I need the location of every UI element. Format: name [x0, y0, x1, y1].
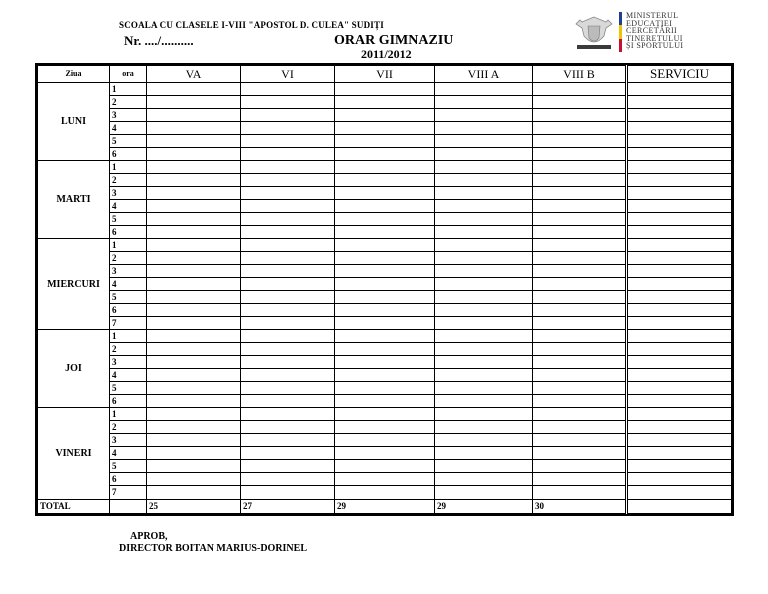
schedule-cell[interactable] — [241, 278, 335, 291]
schedule-cell[interactable] — [147, 239, 241, 252]
schedule-cell[interactable] — [627, 278, 732, 291]
hour-number: 5 — [110, 213, 147, 226]
total-value: 25 — [147, 499, 241, 514]
schedule-cell[interactable] — [435, 187, 533, 200]
hour-number: 6 — [110, 148, 147, 161]
table-row — [38, 96, 732, 109]
hour-number: 4 — [110, 200, 147, 213]
header-ora: ora — [110, 66, 147, 83]
schedule-cell[interactable] — [241, 122, 335, 135]
schedule-cell[interactable] — [627, 252, 732, 265]
schedule-cell[interactable] — [533, 96, 627, 109]
day-name: LUNI — [38, 83, 110, 161]
total-value: 30 — [533, 499, 627, 514]
schedule-cell[interactable] — [147, 317, 241, 330]
schedule-cell[interactable] — [533, 408, 627, 421]
schedule-cell[interactable] — [533, 304, 627, 317]
schedule-cell[interactable] — [627, 96, 732, 109]
schedule-cell[interactable] — [147, 343, 241, 356]
table-row — [38, 252, 732, 265]
schedule-cell[interactable] — [147, 356, 241, 369]
schedule-cell[interactable] — [533, 174, 627, 187]
schedule-cell[interactable] — [335, 330, 435, 343]
schedule-cell[interactable] — [147, 161, 241, 174]
schedule-cell[interactable] — [147, 200, 241, 213]
schedule-cell[interactable] — [241, 213, 335, 226]
table-row — [38, 460, 732, 473]
schedule-cell[interactable] — [241, 421, 335, 434]
table-row — [38, 135, 732, 148]
schedule-cell[interactable] — [435, 252, 533, 265]
total-value: 27 — [241, 499, 335, 514]
schedule-cell[interactable] — [435, 174, 533, 187]
schedule-cell[interactable] — [335, 109, 435, 122]
schedule-cell[interactable] — [435, 330, 533, 343]
schedule-cell[interactable] — [435, 122, 533, 135]
schedule-cell[interactable] — [241, 252, 335, 265]
table-row — [38, 317, 732, 330]
approval-label: APROB, — [130, 531, 168, 542]
schedule-cell[interactable] — [533, 265, 627, 278]
schedule-cell[interactable] — [241, 382, 335, 395]
schedule-cell[interactable] — [241, 486, 335, 499]
schedule-cell[interactable] — [335, 278, 435, 291]
schedule-cell[interactable] — [335, 252, 435, 265]
schedule-cell[interactable] — [435, 408, 533, 421]
schedule-cell[interactable] — [627, 122, 732, 135]
hour-number: 2 — [110, 174, 147, 187]
schedule-cell[interactable] — [241, 356, 335, 369]
schedule-cell[interactable] — [335, 382, 435, 395]
header-ziua: Ziua — [38, 66, 110, 83]
director-name: DIRECTOR BOITAN MARIUS-DORINEL — [119, 543, 307, 554]
schedule-cell[interactable] — [435, 382, 533, 395]
schedule-cell[interactable] — [335, 96, 435, 109]
schedule-cell[interactable] — [335, 213, 435, 226]
schedule-cell[interactable] — [147, 473, 241, 486]
table-row — [38, 330, 732, 343]
schedule-cell[interactable] — [533, 213, 627, 226]
schedule-cell[interactable] — [627, 330, 732, 343]
schedule-cell[interactable] — [335, 122, 435, 135]
schedule-cell[interactable] — [241, 96, 335, 109]
schedule-cell[interactable] — [241, 395, 335, 408]
table-row — [38, 200, 732, 213]
schedule-cell[interactable] — [241, 291, 335, 304]
schedule-cell[interactable] — [627, 83, 732, 96]
schedule-cell[interactable] — [435, 356, 533, 369]
schedule-cell[interactable] — [147, 265, 241, 278]
hour-number: 5 — [110, 382, 147, 395]
hour-number: 7 — [110, 317, 147, 330]
schedule-cell[interactable] — [147, 369, 241, 382]
schedule-cell[interactable] — [147, 395, 241, 408]
table-row — [38, 473, 732, 486]
schedule-cell[interactable] — [435, 83, 533, 96]
table-row — [38, 226, 732, 239]
schedule-cell[interactable] — [533, 83, 627, 96]
page-title: ORAR GIMNAZIU — [334, 33, 454, 48]
schedule-cell[interactable] — [335, 447, 435, 460]
schedule-cell[interactable] — [147, 252, 241, 265]
schedule-cell[interactable] — [147, 421, 241, 434]
schedule-cell[interactable] — [335, 161, 435, 174]
schedule-cell[interactable] — [147, 330, 241, 343]
schedule-cell[interactable] — [627, 395, 732, 408]
day-name: VINERI — [38, 408, 110, 499]
header-class-va: VA — [147, 66, 241, 83]
schedule-cell[interactable] — [627, 434, 732, 447]
day-name: JOI — [38, 330, 110, 408]
schedule-cell[interactable] — [335, 356, 435, 369]
header-row — [38, 66, 732, 83]
schedule-cell[interactable] — [533, 239, 627, 252]
schedule-cell[interactable] — [627, 135, 732, 148]
coat-of-arms-icon — [574, 14, 614, 52]
table-row — [38, 213, 732, 226]
ministry-line: EDUCAȚIEI — [626, 18, 673, 28]
schedule-cell[interactable] — [147, 213, 241, 226]
schedule-cell[interactable] — [335, 369, 435, 382]
schedule-cell[interactable] — [147, 434, 241, 447]
schedule-cell[interactable] — [533, 148, 627, 161]
ministry-color-bar — [619, 12, 622, 52]
timetable — [35, 63, 734, 516]
schedule-cell[interactable] — [335, 421, 435, 434]
schedule-cell[interactable] — [533, 434, 627, 447]
schedule-cell[interactable] — [435, 473, 533, 486]
table-row — [38, 239, 732, 252]
timetable-grid — [37, 65, 732, 514]
schedule-cell[interactable] — [627, 304, 732, 317]
school-year: 2011/2012 — [361, 47, 412, 61]
table-row — [38, 447, 732, 460]
ministry-line: MINISTERUL — [626, 11, 679, 20]
schedule-cell[interactable] — [435, 96, 533, 109]
schedule-cell[interactable] — [627, 161, 732, 174]
schedule-cell[interactable] — [241, 148, 335, 161]
hour-number: 4 — [110, 447, 147, 460]
schedule-cell[interactable] — [435, 161, 533, 174]
table-row — [38, 421, 732, 434]
schedule-cell[interactable] — [627, 174, 732, 187]
schedule-cell[interactable] — [627, 408, 732, 421]
schedule-cell[interactable] — [335, 434, 435, 447]
schedule-cell[interactable] — [241, 369, 335, 382]
schedule-cell[interactable] — [335, 135, 435, 148]
table-row — [38, 109, 732, 122]
schedule-cell[interactable] — [147, 278, 241, 291]
schedule-cell[interactable] — [435, 278, 533, 291]
schedule-cell[interactable] — [627, 200, 732, 213]
schedule-cell[interactable] — [627, 239, 732, 252]
schedule-cell[interactable] — [335, 187, 435, 200]
hour-number: 4 — [110, 278, 147, 291]
schedule-cell[interactable] — [241, 408, 335, 421]
schedule-cell[interactable] — [335, 83, 435, 96]
schedule-cell[interactable] — [335, 200, 435, 213]
schedule-cell[interactable] — [627, 148, 732, 161]
schedule-cell[interactable] — [335, 291, 435, 304]
schedule-cell[interactable] — [435, 343, 533, 356]
schedule-cell[interactable] — [241, 460, 335, 473]
schedule-cell[interactable] — [147, 486, 241, 499]
hour-number: 2 — [110, 96, 147, 109]
schedule-cell[interactable] — [435, 135, 533, 148]
total-row — [38, 499, 732, 514]
schedule-cell[interactable] — [627, 356, 732, 369]
schedule-cell[interactable] — [627, 369, 732, 382]
table-row — [38, 343, 732, 356]
hour-number: 1 — [110, 161, 147, 174]
schedule-cell[interactable] — [533, 356, 627, 369]
schedule-cell[interactable] — [241, 135, 335, 148]
schedule-cell[interactable] — [627, 109, 732, 122]
schedule-cell[interactable] — [627, 473, 732, 486]
hour-number: 2 — [110, 421, 147, 434]
schedule-cell[interactable] — [241, 83, 335, 96]
hour-number: 3 — [110, 434, 147, 447]
total-label: TOTAL — [38, 499, 110, 514]
hour-number: 3 — [110, 265, 147, 278]
schedule-cell[interactable] — [335, 226, 435, 239]
table-row — [38, 148, 732, 161]
schedule-cell[interactable] — [435, 304, 533, 317]
schedule-cell[interactable] — [533, 343, 627, 356]
schedule-cell[interactable] — [533, 382, 627, 395]
schedule-cell[interactable] — [435, 434, 533, 447]
header-serviciu: SERVICIU — [627, 66, 732, 83]
schedule-cell[interactable] — [147, 304, 241, 317]
hour-number: 1 — [110, 408, 147, 421]
schedule-cell[interactable] — [627, 187, 732, 200]
day-name: MIERCURI — [38, 239, 110, 330]
table-row — [38, 83, 732, 96]
table-row — [38, 486, 732, 499]
schedule-cell[interactable] — [147, 447, 241, 460]
schedule-cell[interactable] — [533, 317, 627, 330]
schedule-cell[interactable] — [533, 109, 627, 122]
schedule-cell[interactable] — [627, 265, 732, 278]
header-class-viii-a: VIII A — [435, 66, 533, 83]
schedule-cell[interactable] — [627, 213, 732, 226]
schedule-cell[interactable] — [533, 226, 627, 239]
hour-number: 3 — [110, 187, 147, 200]
schedule-cell[interactable] — [533, 486, 627, 499]
table-row — [38, 369, 732, 382]
schedule-cell[interactable] — [435, 265, 533, 278]
schedule-cell[interactable] — [335, 460, 435, 473]
schedule-cell[interactable] — [335, 343, 435, 356]
schedule-cell[interactable] — [335, 486, 435, 499]
ministry-logo-text — [626, 12, 683, 50]
schedule-cell[interactable] — [241, 109, 335, 122]
header-class-vi: VI — [241, 66, 335, 83]
ministry-line: TINERETULUI — [626, 33, 683, 43]
schedule-cell[interactable] — [533, 187, 627, 200]
schedule-cell[interactable] — [147, 226, 241, 239]
schedule-cell[interactable] — [435, 213, 533, 226]
schedule-cell[interactable] — [335, 408, 435, 421]
approval-block — [119, 531, 307, 555]
schedule-cell[interactable] — [435, 109, 533, 122]
schedule-cell[interactable] — [627, 460, 732, 473]
hour-number: 6 — [110, 226, 147, 239]
schedule-cell[interactable] — [627, 343, 732, 356]
table-row — [38, 434, 732, 447]
table-row — [38, 174, 732, 187]
schedule-cell[interactable] — [335, 239, 435, 252]
schedule-cell[interactable] — [435, 148, 533, 161]
schedule-cell[interactable] — [435, 447, 533, 460]
table-row — [38, 382, 732, 395]
table-row — [38, 356, 732, 369]
schedule-cell[interactable] — [147, 408, 241, 421]
table-row — [38, 291, 732, 304]
schedule-cell[interactable] — [335, 395, 435, 408]
schedule-cell[interactable] — [533, 395, 627, 408]
schedule-cell[interactable] — [241, 161, 335, 174]
ministry-line: CERCETĂRII — [626, 26, 678, 36]
schedule-cell[interactable] — [627, 291, 732, 304]
total-value: 29 — [435, 499, 533, 514]
schedule-cell[interactable] — [533, 135, 627, 148]
schedule-cell[interactable] — [335, 304, 435, 317]
schedule-cell[interactable] — [435, 395, 533, 408]
table-row — [38, 161, 732, 174]
schedule-cell[interactable] — [435, 486, 533, 499]
schedule-cell[interactable] — [627, 486, 732, 499]
schedule-cell[interactable] — [533, 200, 627, 213]
schedule-cell[interactable] — [147, 83, 241, 96]
hour-number: 2 — [110, 343, 147, 356]
schedule-cell[interactable] — [435, 200, 533, 213]
hour-number: 5 — [110, 135, 147, 148]
schedule-cell[interactable] — [533, 421, 627, 434]
schedule-cell[interactable] — [533, 473, 627, 486]
schedule-cell[interactable] — [435, 291, 533, 304]
table-row — [38, 304, 732, 317]
schedule-cell[interactable] — [147, 174, 241, 187]
table-row — [38, 265, 732, 278]
table-row — [38, 187, 732, 200]
hour-number: 6 — [110, 304, 147, 317]
schedule-cell[interactable] — [627, 447, 732, 460]
hour-number: 3 — [110, 109, 147, 122]
schedule-cell[interactable] — [627, 317, 732, 330]
schedule-cell[interactable] — [241, 343, 335, 356]
header-class-vii: VII — [335, 66, 435, 83]
schedule-cell[interactable] — [147, 187, 241, 200]
total-ora-cell — [110, 499, 147, 514]
registration-number: Nr. ..../.......... — [124, 33, 194, 48]
header-class-viii-b: VIII B — [533, 66, 627, 83]
schedule-cell[interactable] — [241, 265, 335, 278]
schedule-cell[interactable] — [435, 226, 533, 239]
schedule-cell[interactable] — [241, 473, 335, 486]
schedule-cell[interactable] — [241, 187, 335, 200]
schedule-cell[interactable] — [533, 291, 627, 304]
hour-number: 1 — [110, 330, 147, 343]
schedule-cell[interactable] — [147, 109, 241, 122]
schedule-cell[interactable] — [147, 460, 241, 473]
schedule-cell[interactable] — [147, 135, 241, 148]
hour-number: 4 — [110, 122, 147, 135]
hour-number: 6 — [110, 395, 147, 408]
schedule-cell[interactable] — [435, 460, 533, 473]
hour-number: 1 — [110, 83, 147, 96]
hour-number: 3 — [110, 356, 147, 369]
schedule-cell[interactable] — [241, 434, 335, 447]
schedule-cell[interactable] — [627, 382, 732, 395]
schedule-cell[interactable] — [533, 252, 627, 265]
schedule-cell[interactable] — [335, 473, 435, 486]
ministry-line: ȘI SPORTULUI — [626, 41, 684, 51]
table-row — [38, 278, 732, 291]
schedule-cell[interactable] — [533, 330, 627, 343]
table-row — [38, 408, 732, 421]
schedule-cell[interactable] — [335, 148, 435, 161]
schedule-cell[interactable] — [335, 265, 435, 278]
schedule-cell[interactable] — [241, 304, 335, 317]
schedule-cell[interactable] — [627, 421, 732, 434]
hour-number: 4 — [110, 369, 147, 382]
schedule-cell[interactable] — [533, 369, 627, 382]
schedule-cell[interactable] — [533, 460, 627, 473]
schedule-cell[interactable] — [147, 291, 241, 304]
day-name: MARTI — [38, 161, 110, 239]
schedule-cell[interactable] — [435, 369, 533, 382]
schedule-cell[interactable] — [241, 174, 335, 187]
schedule-cell[interactable] — [147, 148, 241, 161]
schedule-cell[interactable] — [241, 200, 335, 213]
schedule-cell[interactable] — [533, 447, 627, 460]
schedule-cell[interactable] — [241, 226, 335, 239]
hour-number: 2 — [110, 252, 147, 265]
schedule-cell[interactable] — [241, 239, 335, 252]
schedule-cell[interactable] — [435, 317, 533, 330]
schedule-cell[interactable] — [147, 122, 241, 135]
schedule-cell[interactable] — [147, 96, 241, 109]
schedule-cell[interactable] — [533, 122, 627, 135]
schedule-cell[interactable] — [627, 226, 732, 239]
school-name: SCOALA CU CLASELE I-VIII "APOSTOL D. CULEA" SUDIȚI — [119, 20, 384, 30]
total-value: 29 — [335, 499, 435, 514]
table-row — [38, 395, 732, 408]
hour-number: 7 — [110, 486, 147, 499]
hour-number: 1 — [110, 239, 147, 252]
schedule-cell[interactable] — [241, 447, 335, 460]
hour-number: 6 — [110, 473, 147, 486]
schedule-cell[interactable] — [241, 317, 335, 330]
schedule-cell[interactable] — [147, 382, 241, 395]
schedule-cell[interactable] — [435, 239, 533, 252]
schedule-cell[interactable] — [533, 278, 627, 291]
hour-number: 5 — [110, 460, 147, 473]
schedule-cell[interactable] — [533, 161, 627, 174]
table-row — [38, 122, 732, 135]
schedule-cell[interactable] — [435, 421, 533, 434]
schedule-cell[interactable] — [335, 317, 435, 330]
total-value — [627, 499, 732, 514]
hour-number: 5 — [110, 291, 147, 304]
schedule-cell[interactable] — [241, 330, 335, 343]
schedule-cell[interactable] — [335, 174, 435, 187]
